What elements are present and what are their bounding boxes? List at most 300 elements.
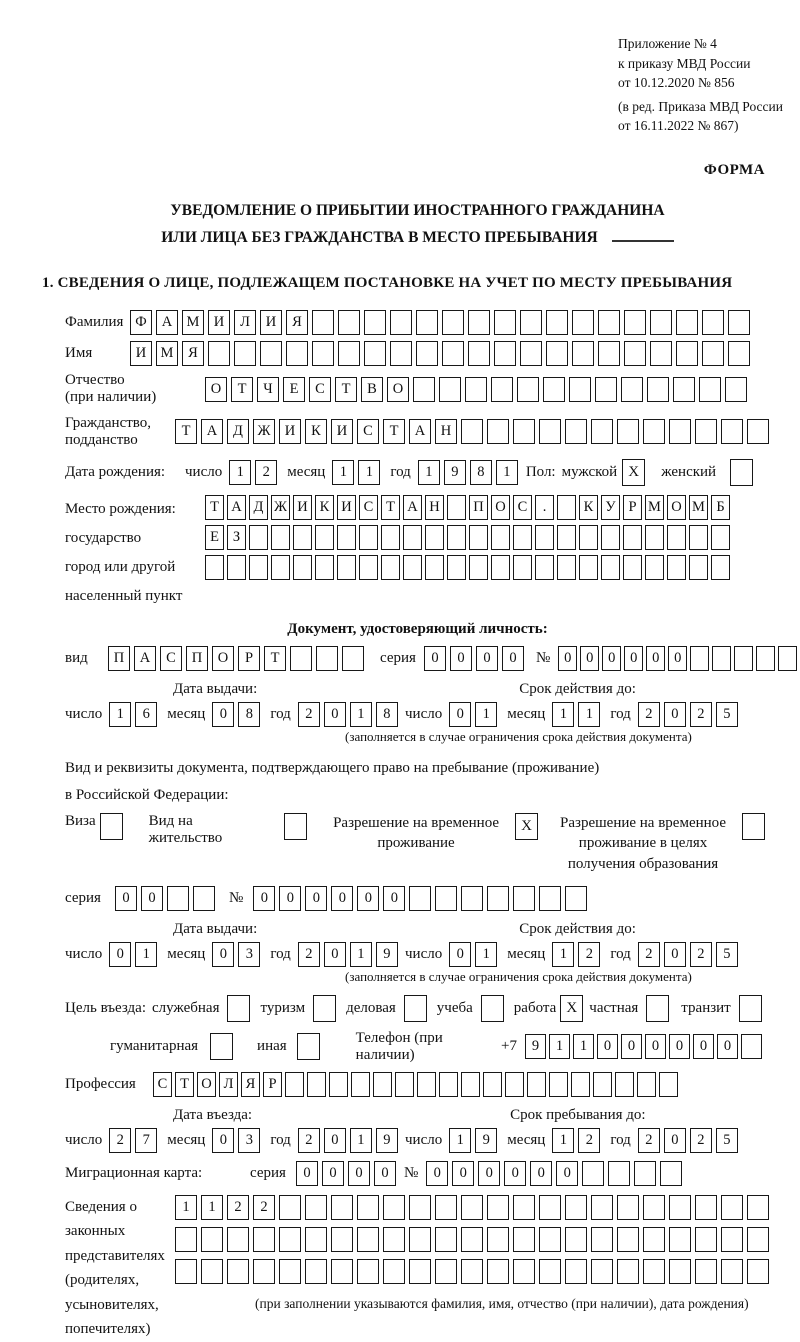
char-cell[interactable] bbox=[409, 1259, 431, 1284]
char-cell[interactable] bbox=[637, 1072, 656, 1097]
char-cell[interactable] bbox=[193, 886, 215, 911]
char-cell[interactable]: И bbox=[293, 495, 312, 520]
char-cell[interactable] bbox=[667, 525, 686, 550]
char-cell[interactable]: 1 bbox=[135, 942, 157, 967]
char-cell[interactable]: И bbox=[130, 341, 152, 366]
char-cell[interactable] bbox=[643, 1195, 665, 1220]
char-cell[interactable] bbox=[721, 1195, 743, 1220]
char-cell[interactable] bbox=[721, 1259, 743, 1284]
char-cell[interactable] bbox=[673, 377, 695, 402]
char-cell[interactable] bbox=[260, 341, 282, 366]
char-cell[interactable]: А bbox=[201, 419, 223, 444]
char-cell[interactable] bbox=[711, 525, 730, 550]
char-cell[interactable] bbox=[734, 646, 753, 671]
char-cell[interactable]: 0 bbox=[664, 1128, 686, 1153]
char-cell[interactable] bbox=[338, 310, 360, 335]
char-cell[interactable] bbox=[205, 555, 224, 580]
char-cell[interactable] bbox=[513, 1195, 535, 1220]
char-cell[interactable] bbox=[442, 310, 464, 335]
char-cell[interactable]: 0 bbox=[597, 1034, 618, 1059]
char-cell[interactable] bbox=[650, 341, 672, 366]
char-cell[interactable] bbox=[494, 310, 516, 335]
char-cell[interactable] bbox=[676, 341, 698, 366]
char-cell[interactable] bbox=[337, 525, 356, 550]
char-cell[interactable] bbox=[513, 886, 535, 911]
char-cell[interactable]: 9 bbox=[376, 1128, 398, 1153]
char-cell[interactable] bbox=[494, 341, 516, 366]
char-cell[interactable] bbox=[647, 377, 669, 402]
char-cell[interactable] bbox=[416, 310, 438, 335]
char-cell[interactable] bbox=[208, 341, 230, 366]
char-cell[interactable]: А bbox=[403, 495, 422, 520]
char-cell[interactable] bbox=[546, 310, 568, 335]
char-cell[interactable] bbox=[579, 525, 598, 550]
char-cell[interactable] bbox=[167, 886, 189, 911]
char-cell[interactable]: 0 bbox=[331, 886, 353, 911]
char-cell[interactable] bbox=[747, 1259, 769, 1284]
char-cell[interactable]: 2 bbox=[690, 942, 712, 967]
char-cell[interactable]: 0 bbox=[296, 1161, 318, 1186]
char-cell[interactable]: 1 bbox=[418, 460, 440, 485]
char-cell[interactable] bbox=[721, 1227, 743, 1252]
char-cell[interactable] bbox=[461, 886, 483, 911]
char-cell[interactable] bbox=[425, 555, 444, 580]
char-cell[interactable]: О bbox=[387, 377, 409, 402]
char-cell[interactable]: 0 bbox=[348, 1161, 370, 1186]
char-cell[interactable] bbox=[316, 646, 338, 671]
char-cell[interactable] bbox=[747, 419, 769, 444]
char-cell[interactable]: 6 bbox=[135, 702, 157, 727]
char-cell[interactable] bbox=[271, 555, 290, 580]
char-cell[interactable] bbox=[487, 1227, 509, 1252]
char-cell[interactable] bbox=[711, 555, 730, 580]
char-cell[interactable] bbox=[468, 310, 490, 335]
char-cell[interactable]: Л bbox=[219, 1072, 238, 1097]
char-cell[interactable] bbox=[557, 555, 576, 580]
char-cell[interactable]: О bbox=[667, 495, 686, 520]
char-cell[interactable]: 1 bbox=[358, 460, 380, 485]
char-cell[interactable]: Т bbox=[335, 377, 357, 402]
char-cell[interactable]: Б bbox=[711, 495, 730, 520]
char-cell[interactable]: 0 bbox=[141, 886, 163, 911]
char-cell[interactable] bbox=[513, 419, 535, 444]
char-cell[interactable] bbox=[234, 341, 256, 366]
char-cell[interactable] bbox=[351, 1072, 370, 1097]
residence-permit-checkbox[interactable] bbox=[284, 813, 307, 840]
char-cell[interactable] bbox=[624, 341, 646, 366]
char-cell[interactable] bbox=[601, 525, 620, 550]
char-cell[interactable] bbox=[669, 1195, 691, 1220]
char-cell[interactable] bbox=[285, 1072, 304, 1097]
char-cell[interactable] bbox=[364, 341, 386, 366]
char-cell[interactable] bbox=[312, 310, 334, 335]
char-cell[interactable] bbox=[571, 1072, 590, 1097]
purpose-work-checkbox[interactable]: X bbox=[560, 995, 583, 1022]
char-cell[interactable] bbox=[565, 1259, 587, 1284]
char-cell[interactable]: 0 bbox=[717, 1034, 738, 1059]
char-cell[interactable]: С bbox=[357, 419, 379, 444]
char-cell[interactable]: Н bbox=[425, 495, 444, 520]
char-cell[interactable] bbox=[645, 525, 664, 550]
char-cell[interactable] bbox=[469, 525, 488, 550]
char-cell[interactable] bbox=[483, 1072, 502, 1097]
char-cell[interactable] bbox=[395, 1072, 414, 1097]
char-cell[interactable] bbox=[403, 525, 422, 550]
char-cell[interactable] bbox=[381, 555, 400, 580]
char-cell[interactable]: Т bbox=[264, 646, 286, 671]
char-cell[interactable] bbox=[439, 1072, 458, 1097]
char-cell[interactable]: М bbox=[156, 341, 178, 366]
char-cell[interactable] bbox=[491, 377, 513, 402]
char-cell[interactable] bbox=[725, 377, 747, 402]
char-cell[interactable]: 1 bbox=[350, 702, 372, 727]
char-cell[interactable]: 0 bbox=[322, 1161, 344, 1186]
char-cell[interactable] bbox=[435, 1195, 457, 1220]
char-cell[interactable] bbox=[290, 646, 312, 671]
char-cell[interactable]: . bbox=[535, 495, 554, 520]
char-cell[interactable]: 2 bbox=[638, 702, 660, 727]
char-cell[interactable] bbox=[381, 525, 400, 550]
char-cell[interactable]: 0 bbox=[449, 702, 471, 727]
char-cell[interactable] bbox=[756, 646, 775, 671]
char-cell[interactable] bbox=[253, 1227, 275, 1252]
char-cell[interactable]: З bbox=[227, 525, 246, 550]
char-cell[interactable] bbox=[249, 525, 268, 550]
char-cell[interactable] bbox=[271, 525, 290, 550]
char-cell[interactable] bbox=[659, 1072, 678, 1097]
char-cell[interactable]: 1 bbox=[578, 702, 600, 727]
char-cell[interactable] bbox=[747, 1195, 769, 1220]
char-cell[interactable]: Т bbox=[205, 495, 224, 520]
char-cell[interactable] bbox=[357, 1227, 379, 1252]
char-cell[interactable] bbox=[539, 1227, 561, 1252]
char-cell[interactable] bbox=[383, 1227, 405, 1252]
char-cell[interactable] bbox=[595, 377, 617, 402]
char-cell[interactable] bbox=[617, 1195, 639, 1220]
char-cell[interactable] bbox=[650, 310, 672, 335]
char-cell[interactable] bbox=[608, 1161, 630, 1186]
char-cell[interactable] bbox=[307, 1072, 326, 1097]
char-cell[interactable] bbox=[598, 310, 620, 335]
char-cell[interactable] bbox=[435, 1227, 457, 1252]
char-cell[interactable]: 7 bbox=[135, 1128, 157, 1153]
char-cell[interactable]: Я bbox=[286, 310, 308, 335]
char-cell[interactable] bbox=[331, 1227, 353, 1252]
char-cell[interactable]: 5 bbox=[716, 1128, 738, 1153]
char-cell[interactable] bbox=[338, 341, 360, 366]
char-cell[interactable] bbox=[643, 1259, 665, 1284]
char-cell[interactable] bbox=[357, 1195, 379, 1220]
char-cell[interactable]: 1 bbox=[552, 942, 574, 967]
char-cell[interactable]: 1 bbox=[552, 1128, 574, 1153]
char-cell[interactable] bbox=[409, 1227, 431, 1252]
char-cell[interactable]: 2 bbox=[638, 1128, 660, 1153]
char-cell[interactable]: И bbox=[331, 419, 353, 444]
char-cell[interactable] bbox=[227, 555, 246, 580]
char-cell[interactable] bbox=[513, 1259, 535, 1284]
char-cell[interactable]: 0 bbox=[324, 942, 346, 967]
char-cell[interactable]: О bbox=[491, 495, 510, 520]
char-cell[interactable] bbox=[660, 1161, 682, 1186]
char-cell[interactable] bbox=[383, 1195, 405, 1220]
char-cell[interactable]: 1 bbox=[332, 460, 354, 485]
char-cell[interactable]: 8 bbox=[238, 702, 260, 727]
char-cell[interactable] bbox=[582, 1161, 604, 1186]
char-cell[interactable]: 1 bbox=[449, 1128, 471, 1153]
char-cell[interactable] bbox=[645, 555, 664, 580]
char-cell[interactable] bbox=[315, 525, 334, 550]
char-cell[interactable]: 0 bbox=[324, 702, 346, 727]
char-cell[interactable] bbox=[617, 1227, 639, 1252]
char-cell[interactable] bbox=[539, 886, 561, 911]
temp-residence-checkbox[interactable]: X bbox=[515, 813, 538, 840]
purpose-other-checkbox[interactable] bbox=[297, 1033, 320, 1060]
char-cell[interactable] bbox=[315, 555, 334, 580]
char-cell[interactable] bbox=[513, 1227, 535, 1252]
char-cell[interactable]: 9 bbox=[444, 460, 466, 485]
char-cell[interactable] bbox=[505, 1072, 524, 1097]
char-cell[interactable]: 2 bbox=[298, 702, 320, 727]
char-cell[interactable]: 0 bbox=[357, 886, 379, 911]
char-cell[interactable]: 0 bbox=[253, 886, 275, 911]
char-cell[interactable]: 2 bbox=[298, 1128, 320, 1153]
char-cell[interactable] bbox=[557, 495, 576, 520]
char-cell[interactable]: 1 bbox=[229, 460, 251, 485]
char-cell[interactable]: Т bbox=[175, 1072, 194, 1097]
char-cell[interactable]: 1 bbox=[475, 942, 497, 967]
char-cell[interactable]: 2 bbox=[109, 1128, 131, 1153]
char-cell[interactable] bbox=[435, 1259, 457, 1284]
char-cell[interactable] bbox=[676, 310, 698, 335]
char-cell[interactable] bbox=[359, 525, 378, 550]
char-cell[interactable] bbox=[201, 1227, 223, 1252]
char-cell[interactable]: 2 bbox=[253, 1195, 275, 1220]
char-cell[interactable]: 8 bbox=[470, 460, 492, 485]
char-cell[interactable] bbox=[409, 886, 431, 911]
char-cell[interactable] bbox=[175, 1259, 197, 1284]
char-cell[interactable]: И bbox=[337, 495, 356, 520]
char-cell[interactable]: А bbox=[156, 310, 178, 335]
char-cell[interactable] bbox=[695, 419, 717, 444]
char-cell[interactable] bbox=[279, 1259, 301, 1284]
char-cell[interactable]: С bbox=[153, 1072, 172, 1097]
char-cell[interactable]: Л bbox=[234, 310, 256, 335]
char-cell[interactable] bbox=[383, 1259, 405, 1284]
char-cell[interactable]: 0 bbox=[109, 942, 131, 967]
char-cell[interactable] bbox=[439, 377, 461, 402]
char-cell[interactable]: Р bbox=[263, 1072, 282, 1097]
char-cell[interactable]: 0 bbox=[212, 1128, 234, 1153]
char-cell[interactable]: Р bbox=[238, 646, 260, 671]
char-cell[interactable] bbox=[747, 1227, 769, 1252]
char-cell[interactable] bbox=[227, 1227, 249, 1252]
purpose-business-checkbox[interactable] bbox=[404, 995, 427, 1022]
char-cell[interactable] bbox=[390, 310, 412, 335]
char-cell[interactable]: 0 bbox=[305, 886, 327, 911]
char-cell[interactable] bbox=[447, 495, 466, 520]
char-cell[interactable]: 0 bbox=[383, 886, 405, 911]
char-cell[interactable] bbox=[527, 1072, 546, 1097]
char-cell[interactable] bbox=[569, 377, 591, 402]
char-cell[interactable]: 2 bbox=[578, 1128, 600, 1153]
char-cell[interactable]: 2 bbox=[690, 702, 712, 727]
char-cell[interactable]: Н bbox=[435, 419, 457, 444]
char-cell[interactable]: 0 bbox=[504, 1161, 526, 1186]
purpose-tourism-checkbox[interactable] bbox=[313, 995, 336, 1022]
char-cell[interactable] bbox=[425, 525, 444, 550]
char-cell[interactable] bbox=[712, 646, 731, 671]
char-cell[interactable] bbox=[461, 1227, 483, 1252]
char-cell[interactable]: 2 bbox=[255, 460, 277, 485]
char-cell[interactable]: К bbox=[315, 495, 334, 520]
char-cell[interactable] bbox=[690, 646, 709, 671]
char-cell[interactable]: У bbox=[601, 495, 620, 520]
char-cell[interactable]: 1 bbox=[573, 1034, 594, 1059]
char-cell[interactable] bbox=[617, 1259, 639, 1284]
char-cell[interactable] bbox=[591, 1195, 613, 1220]
char-cell[interactable] bbox=[615, 1072, 634, 1097]
char-cell[interactable] bbox=[539, 419, 561, 444]
char-cell[interactable]: А bbox=[409, 419, 431, 444]
char-cell[interactable] bbox=[413, 377, 435, 402]
char-cell[interactable]: Т bbox=[175, 419, 197, 444]
char-cell[interactable]: 1 bbox=[109, 702, 131, 727]
sex-male-checkbox[interactable]: X bbox=[622, 459, 645, 486]
char-cell[interactable] bbox=[175, 1227, 197, 1252]
char-cell[interactable] bbox=[447, 525, 466, 550]
char-cell[interactable] bbox=[253, 1259, 275, 1284]
char-cell[interactable]: Д bbox=[227, 419, 249, 444]
purpose-study-checkbox[interactable] bbox=[481, 995, 504, 1022]
char-cell[interactable]: И bbox=[279, 419, 301, 444]
char-cell[interactable]: 2 bbox=[578, 942, 600, 967]
char-cell[interactable] bbox=[565, 1227, 587, 1252]
char-cell[interactable] bbox=[539, 1195, 561, 1220]
char-cell[interactable]: 1 bbox=[175, 1195, 197, 1220]
char-cell[interactable] bbox=[487, 886, 509, 911]
char-cell[interactable] bbox=[702, 341, 724, 366]
char-cell[interactable] bbox=[591, 1259, 613, 1284]
char-cell[interactable] bbox=[601, 555, 620, 580]
char-cell[interactable] bbox=[565, 886, 587, 911]
char-cell[interactable] bbox=[728, 341, 750, 366]
char-cell[interactable]: В bbox=[361, 377, 383, 402]
char-cell[interactable] bbox=[591, 1227, 613, 1252]
char-cell[interactable] bbox=[305, 1195, 327, 1220]
char-cell[interactable] bbox=[227, 1259, 249, 1284]
char-cell[interactable]: 0 bbox=[664, 702, 686, 727]
char-cell[interactable]: 0 bbox=[669, 1034, 690, 1059]
char-cell[interactable]: С bbox=[309, 377, 331, 402]
char-cell[interactable]: П bbox=[186, 646, 208, 671]
char-cell[interactable]: 1 bbox=[350, 942, 372, 967]
char-cell[interactable]: А bbox=[227, 495, 246, 520]
char-cell[interactable] bbox=[364, 310, 386, 335]
char-cell[interactable] bbox=[461, 1195, 483, 1220]
char-cell[interactable]: С bbox=[513, 495, 532, 520]
char-cell[interactable] bbox=[535, 555, 554, 580]
char-cell[interactable]: 0 bbox=[530, 1161, 552, 1186]
char-cell[interactable] bbox=[293, 555, 312, 580]
char-cell[interactable] bbox=[621, 377, 643, 402]
char-cell[interactable]: 0 bbox=[645, 1034, 666, 1059]
char-cell[interactable] bbox=[695, 1195, 717, 1220]
char-cell[interactable]: 0 bbox=[646, 646, 665, 671]
char-cell[interactable] bbox=[634, 1161, 656, 1186]
char-cell[interactable]: Ф bbox=[130, 310, 152, 335]
char-cell[interactable]: 1 bbox=[201, 1195, 223, 1220]
char-cell[interactable] bbox=[669, 1259, 691, 1284]
char-cell[interactable] bbox=[447, 555, 466, 580]
char-cell[interactable]: Ж bbox=[271, 495, 290, 520]
char-cell[interactable]: Р bbox=[623, 495, 642, 520]
char-cell[interactable] bbox=[689, 525, 708, 550]
char-cell[interactable] bbox=[487, 1195, 509, 1220]
char-cell[interactable] bbox=[416, 341, 438, 366]
char-cell[interactable] bbox=[461, 1072, 480, 1097]
char-cell[interactable]: 5 bbox=[716, 942, 738, 967]
char-cell[interactable]: 1 bbox=[552, 702, 574, 727]
char-cell[interactable] bbox=[572, 310, 594, 335]
char-cell[interactable]: 9 bbox=[525, 1034, 546, 1059]
char-cell[interactable]: 9 bbox=[475, 1128, 497, 1153]
char-cell[interactable]: 0 bbox=[602, 646, 621, 671]
char-cell[interactable] bbox=[359, 555, 378, 580]
sex-female-checkbox[interactable] bbox=[730, 459, 753, 486]
char-cell[interactable] bbox=[312, 341, 334, 366]
char-cell[interactable] bbox=[331, 1259, 353, 1284]
char-cell[interactable]: 0 bbox=[115, 886, 137, 911]
char-cell[interactable]: 8 bbox=[376, 702, 398, 727]
char-cell[interactable]: 0 bbox=[624, 646, 643, 671]
char-cell[interactable]: Т bbox=[381, 495, 400, 520]
char-cell[interactable] bbox=[520, 310, 542, 335]
char-cell[interactable] bbox=[331, 1195, 353, 1220]
char-cell[interactable]: 0 bbox=[426, 1161, 448, 1186]
char-cell[interactable] bbox=[417, 1072, 436, 1097]
char-cell[interactable]: Е bbox=[205, 525, 224, 550]
purpose-official-checkbox[interactable] bbox=[227, 995, 250, 1022]
char-cell[interactable] bbox=[572, 341, 594, 366]
char-cell[interactable] bbox=[249, 555, 268, 580]
char-cell[interactable] bbox=[623, 555, 642, 580]
char-cell[interactable] bbox=[535, 525, 554, 550]
char-cell[interactable] bbox=[667, 555, 686, 580]
char-cell[interactable] bbox=[643, 419, 665, 444]
char-cell[interactable] bbox=[778, 646, 797, 671]
char-cell[interactable]: 0 bbox=[212, 942, 234, 967]
char-cell[interactable]: К bbox=[305, 419, 327, 444]
char-cell[interactable]: П bbox=[469, 495, 488, 520]
char-cell[interactable] bbox=[435, 886, 457, 911]
char-cell[interactable] bbox=[201, 1259, 223, 1284]
char-cell[interactable]: 0 bbox=[693, 1034, 714, 1059]
purpose-humanitarian-checkbox[interactable] bbox=[210, 1033, 233, 1060]
char-cell[interactable] bbox=[624, 310, 646, 335]
char-cell[interactable] bbox=[598, 341, 620, 366]
char-cell[interactable] bbox=[546, 341, 568, 366]
char-cell[interactable]: 1 bbox=[475, 702, 497, 727]
char-cell[interactable]: 1 bbox=[350, 1128, 372, 1153]
char-cell[interactable]: М bbox=[645, 495, 664, 520]
char-cell[interactable] bbox=[469, 555, 488, 580]
char-cell[interactable]: 0 bbox=[664, 942, 686, 967]
char-cell[interactable] bbox=[728, 310, 750, 335]
char-cell[interactable]: 0 bbox=[449, 942, 471, 967]
char-cell[interactable]: 2 bbox=[690, 1128, 712, 1153]
char-cell[interactable]: 0 bbox=[212, 702, 234, 727]
char-cell[interactable]: 2 bbox=[638, 942, 660, 967]
